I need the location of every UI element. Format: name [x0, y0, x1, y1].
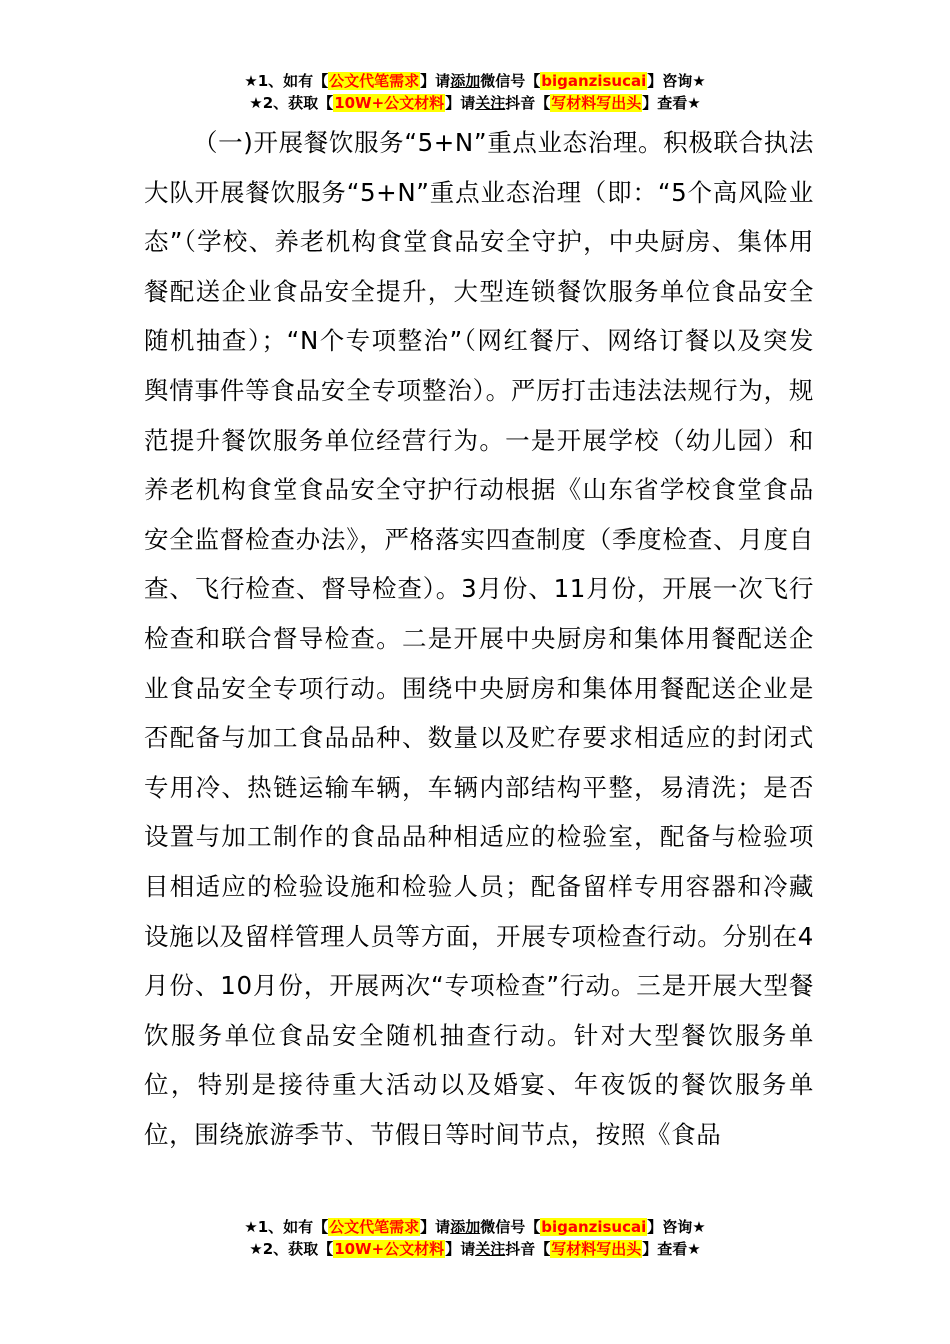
- banner-text: 微信号【: [480, 1218, 541, 1236]
- banner-suffix: 】查看★: [642, 1240, 701, 1258]
- banner-prefix: ★1、如有【: [244, 72, 329, 90]
- banner-text: 微信号【: [480, 72, 541, 90]
- banner-suffix: 】咨询★: [647, 1218, 706, 1236]
- document-paragraph: （一)开展餐饮服务“5+N”重点业态治理。积极联合执法大队开展餐饮服务“5+N”重点业态治理（即：“5个高风险业态”（学校、养老机构食堂食品安全守护，中央厨房、集体用餐配送企业食品安全提升，大型连锁餐饮服务单位食品安全随机抽查）；“N个专项整治”（网红餐厅、网络订餐以及突发舆情事件等食品安全专项整治）。严厉打击违法法规行为，规范提升餐饮服务单位经营行为。一是开展学校（幼儿园）和养老机构食堂食品安全守护行动根据《山东省学校食堂食品安全监督检查办法》，严格落实四查制度（季度检查、月度自查、飞行检查、督导检查）。3月份、11月份，开展一次飞行检查和联合督导检查。二是开展中央厨房和集体用餐配送企业食品安全专项行动。围绕中央厨房和集体用餐配送企业是否配备与加工食品品种、数量以及贮存要求相适应的封闭式专用冷、热链运输车辆，车辆内部结构平整，易清洗；是否设置与加工制作的食品品种相适应的检验室，配备与检验项目相适应的检验设施和检验人员；配备留样专用容器和冷藏设施以及留样管理人员等方面，开展专项检查行动。分别在4月份、10月份，开展两次“专项检查”行动。三是开展大型餐饮服务单位食品安全随机抽查行动。针对大型餐饮服务单位，特别是接待重大活动以及婚宴、年夜饭的餐饮服务单位，围绕旅游季节、节假日等时间节点，按照《食品: [144, 128, 814, 1149]
- banner-highlight: 10W+公文材料: [334, 94, 445, 112]
- banner-line-1: [0, 70, 950, 92]
- banner-highlight: 写材料写出头: [551, 1240, 642, 1258]
- banner-prefix: ★2、获取【: [249, 1240, 334, 1258]
- banner-underlined: 关注: [475, 94, 506, 112]
- banner-highlight: 10W+公文材料: [334, 1240, 445, 1258]
- banner-line-2: [0, 1238, 950, 1260]
- banner-text: 抖音【: [505, 1240, 551, 1258]
- banner-highlight: 写材料写出头: [551, 94, 642, 112]
- banner-highlight: biganzisucai: [541, 72, 647, 90]
- banner-prefix: ★1、如有【: [244, 1218, 329, 1236]
- banner-text: 抖音【: [505, 94, 551, 112]
- banner-line-1: [0, 1216, 950, 1238]
- banner-text: 】请: [445, 94, 476, 112]
- banner-suffix: 】咨询★: [647, 72, 706, 90]
- banner-suffix: 】查看★: [642, 94, 701, 112]
- banner-highlight: 公文代笔需求: [329, 1218, 420, 1236]
- banner-prefix: ★2、获取【: [249, 94, 334, 112]
- banner-underlined: 添加: [450, 1218, 481, 1236]
- banner-text: 】请: [445, 1240, 476, 1258]
- banner-line-2: [0, 92, 950, 114]
- banner-text: 】请: [420, 72, 451, 90]
- header-banner: [0, 70, 950, 114]
- banner-text: 】请: [420, 1218, 451, 1236]
- banner-underlined: 关注: [475, 1240, 506, 1258]
- banner-underlined: 添加: [450, 72, 481, 90]
- banner-highlight: 公文代笔需求: [329, 72, 420, 90]
- footer-banner: [0, 1216, 950, 1260]
- banner-highlight: biganzisucai: [541, 1218, 647, 1236]
